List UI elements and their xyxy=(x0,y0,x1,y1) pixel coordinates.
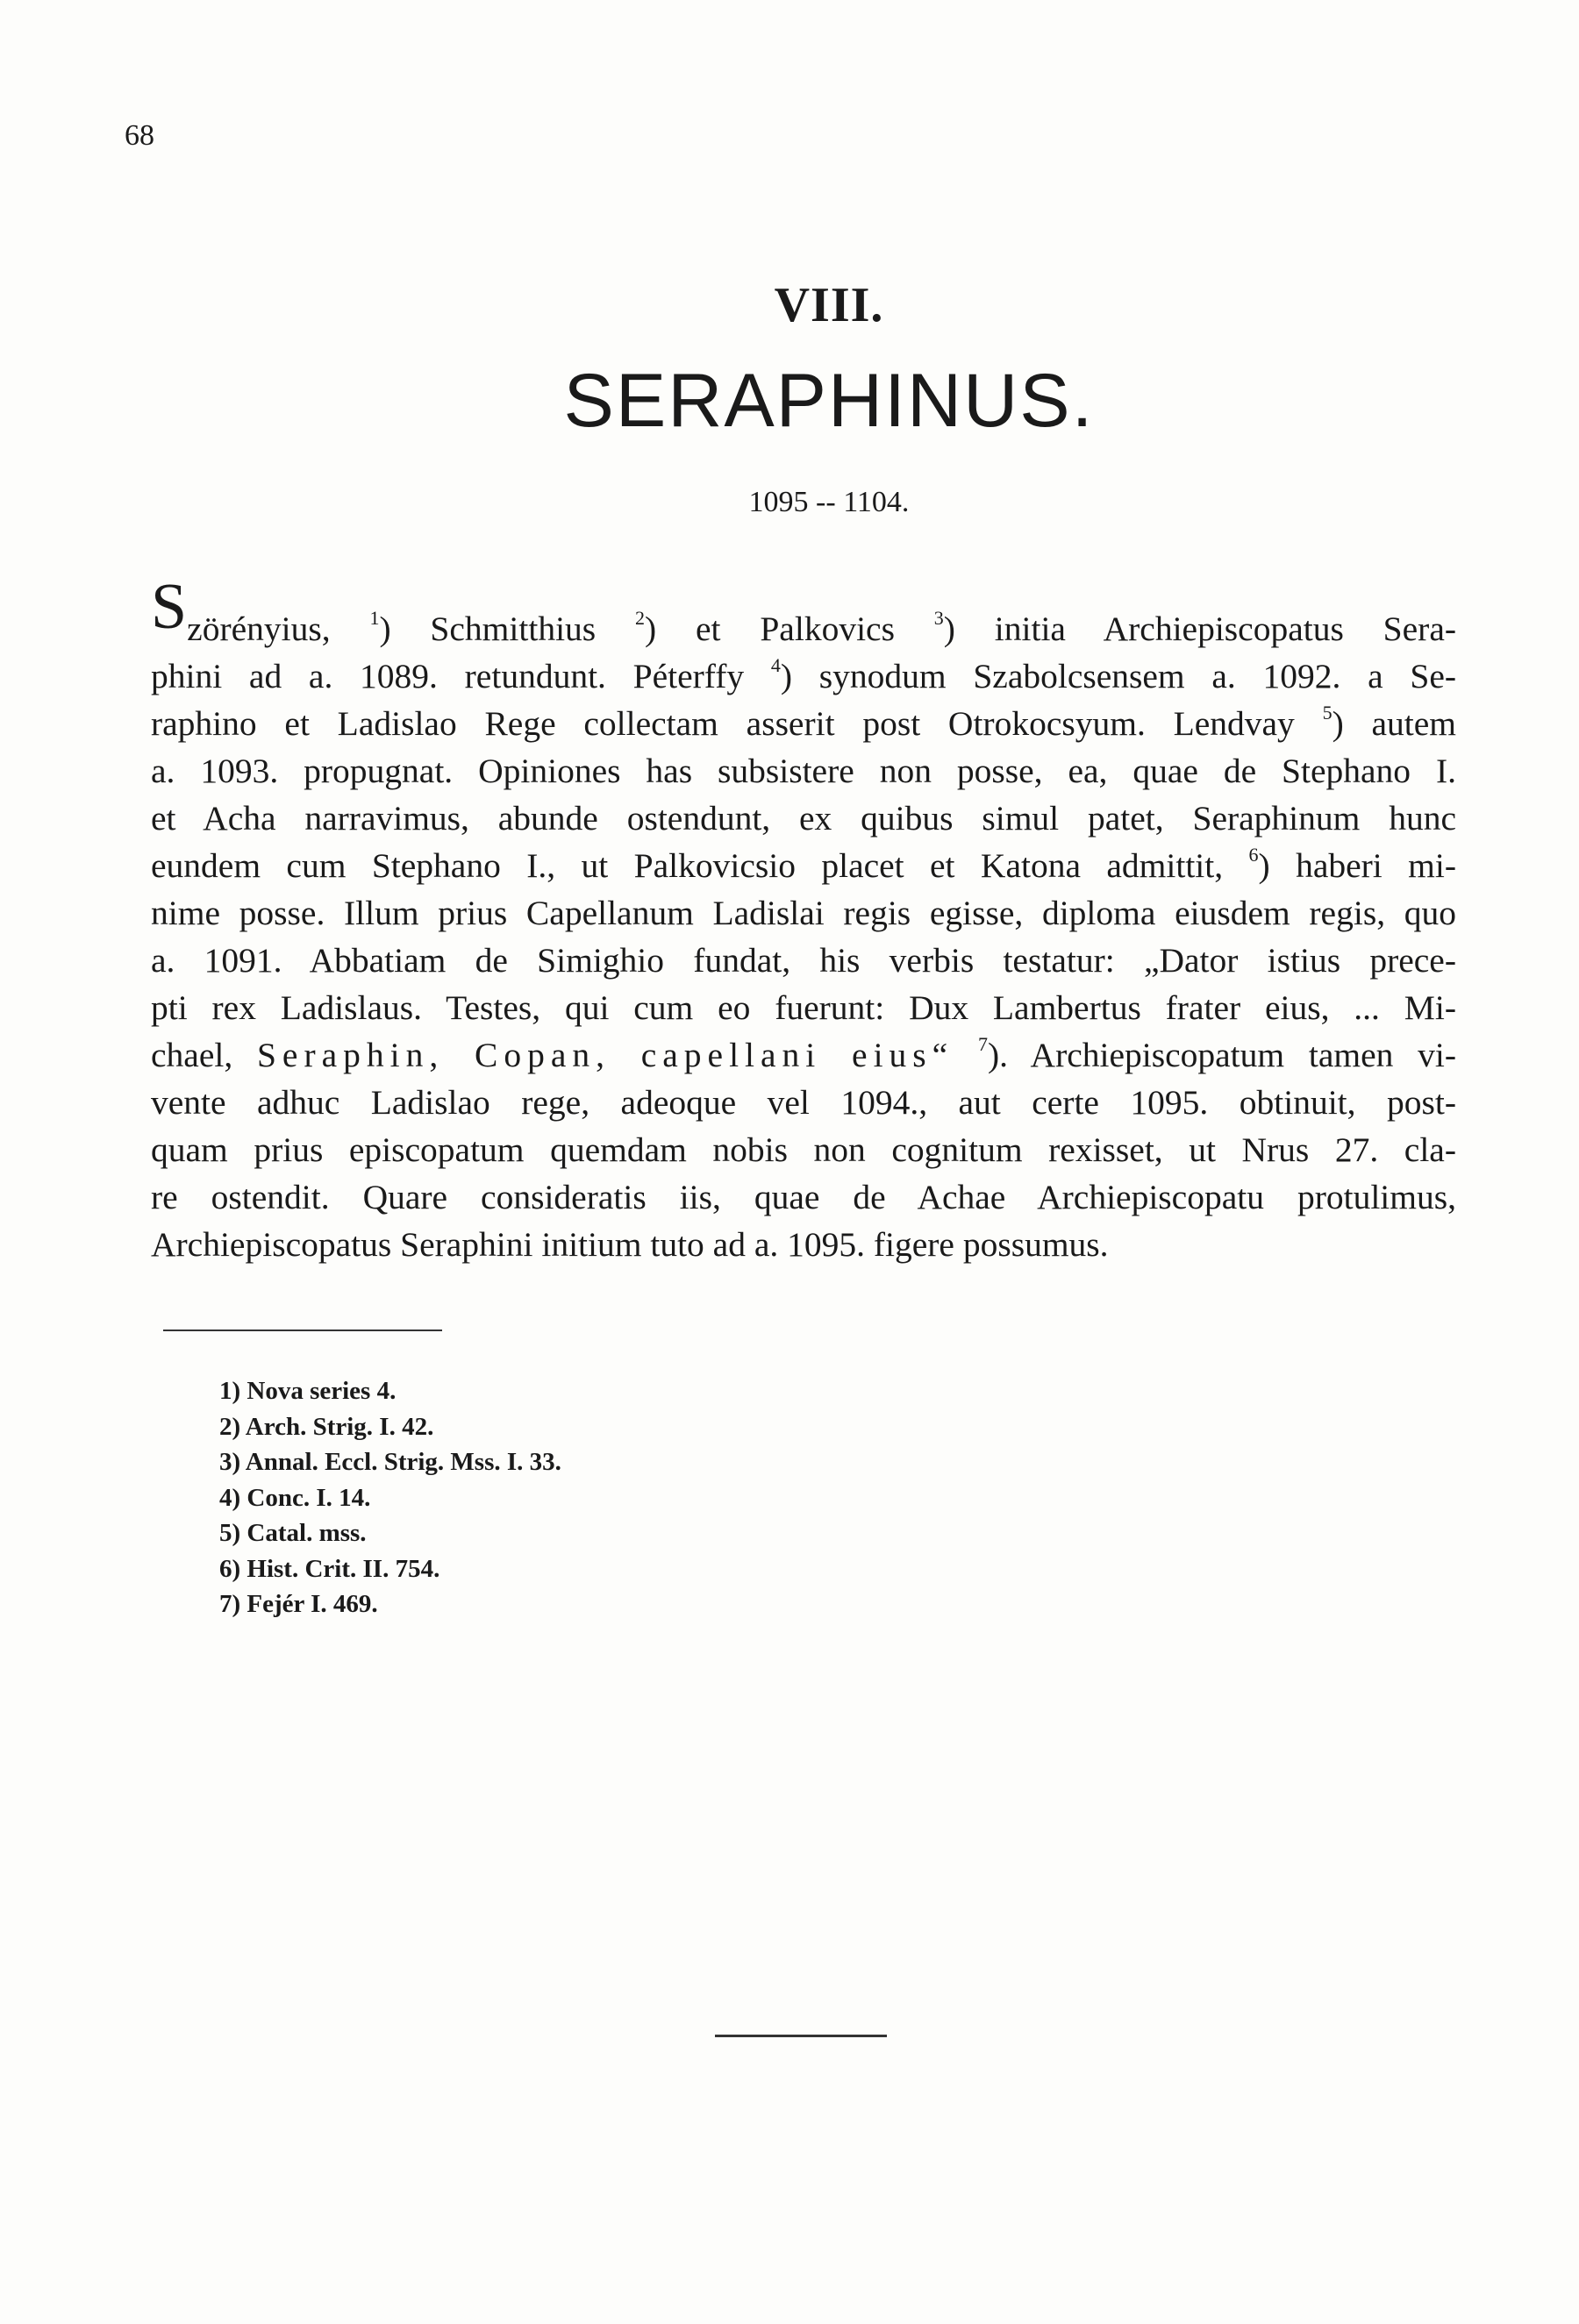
footnote-ref: 2 xyxy=(635,606,646,629)
text-line xyxy=(151,571,1456,652)
text-segment: ) autem xyxy=(1332,704,1456,743)
footnote-ref: 1 xyxy=(369,606,380,629)
text-segment: ) initia Archiepiscopatus Sera- xyxy=(943,610,1456,648)
text-line: pti rex Ladislaus. Testes, qui cum eo fuerunt: Dux Lambertus frater eius, ... Mi- xyxy=(151,988,1456,1027)
footnote: 2) Arch. Strig. I. 42. xyxy=(219,1412,434,1441)
footnote: 7) Fejér I. 469. xyxy=(219,1590,378,1618)
text-line xyxy=(151,1031,1456,1079)
text-segment: zörényius, xyxy=(187,610,370,648)
text-line: vente adhuc Ladislao rege, adeoque vel 1094., aut certe 1095. obtinuit, post- xyxy=(151,1083,1456,1122)
text-line: re ostendit. Quare consideratis iis, quae de Achae Archiepiscopatu protulimus, xyxy=(151,1178,1456,1216)
end-divider xyxy=(715,2035,887,2037)
text-segment: ) et Palkovics xyxy=(645,610,934,648)
footnote: 1) Nova series 4. xyxy=(219,1377,397,1405)
text-segment: phini ad a. 1089. retundunt. Péterffy xyxy=(151,657,771,695)
chapter-numeral: VIII. xyxy=(774,278,884,332)
text-segment xyxy=(954,1036,978,1074)
text-segment: ) Schmitthius xyxy=(379,610,636,648)
footnote: 6) Hist. Crit. II. 754. xyxy=(219,1554,440,1583)
spaced-quote: Seraphin, Copan, capellani eius“ xyxy=(256,1036,954,1074)
text-segment: eundem cum Stephano I., ut Palkovicsio placet et Katona admittit, xyxy=(151,846,1249,885)
text-line: quam prius episcopatum quemdam nobis non cognitum rexisset, ut Nrus 27. cla- xyxy=(151,1130,1456,1169)
text-line: a. 1091. Abbatiam de Simighio fundat, his verbis testatur: „Dator istius prece- xyxy=(151,941,1456,980)
text-segment: chael, xyxy=(151,1036,257,1074)
text-line xyxy=(151,842,1456,889)
chapter-title: SERAPHINUS. xyxy=(563,359,1095,443)
footnote-ref: 5 xyxy=(1322,701,1333,724)
footnote-ref: 7 xyxy=(977,1032,988,1055)
text-line: et Acha narravimus, abunde ostendunt, ex quibus simul patet, Seraphinum hunc xyxy=(151,799,1456,838)
text-segment: ). Archiepiscopatum tamen vi- xyxy=(987,1036,1457,1074)
text-segment: ) synodum Szabolcsensem a. 1092. a Se- xyxy=(780,657,1456,695)
text-line xyxy=(151,652,1456,700)
date-range: 1095 -- 1104. xyxy=(748,486,910,518)
footnote-ref: 6 xyxy=(1248,843,1259,866)
footnote-ref: 4 xyxy=(770,653,781,676)
text-line: nime posse. Illum prius Capellanum Ladislai regis egisse, diploma eiusdem regis, quo xyxy=(151,894,1456,932)
footnotes xyxy=(219,1373,561,1622)
text-line xyxy=(151,700,1456,747)
footnote: 5) Catal. mss. xyxy=(219,1519,367,1547)
text-segment: ) haberi mi- xyxy=(1258,846,1457,885)
footnote-ref: 3 xyxy=(933,606,944,629)
text-segment: raphino et Ladislao Rege collectam asserit post Otrokocsyum. Lendvay xyxy=(151,704,1323,743)
footnote-divider xyxy=(163,1330,442,1331)
text-line: a. 1093. propugnat. Opiniones has subsistere non posse, ea, quae de Stephano I. xyxy=(151,752,1456,790)
footnote: 3) Annal. Eccl. Strig. Mss. I. 33. xyxy=(219,1448,561,1476)
body-text xyxy=(151,571,1457,1268)
text-line: Archiepiscopatus Seraphini initium tuto ad a. 1095. figere possumus. xyxy=(151,1225,1109,1264)
footnote: 4) Conc. I. 14. xyxy=(219,1483,371,1512)
drop-cap: S xyxy=(151,571,188,643)
page-number: 68 xyxy=(125,119,154,152)
